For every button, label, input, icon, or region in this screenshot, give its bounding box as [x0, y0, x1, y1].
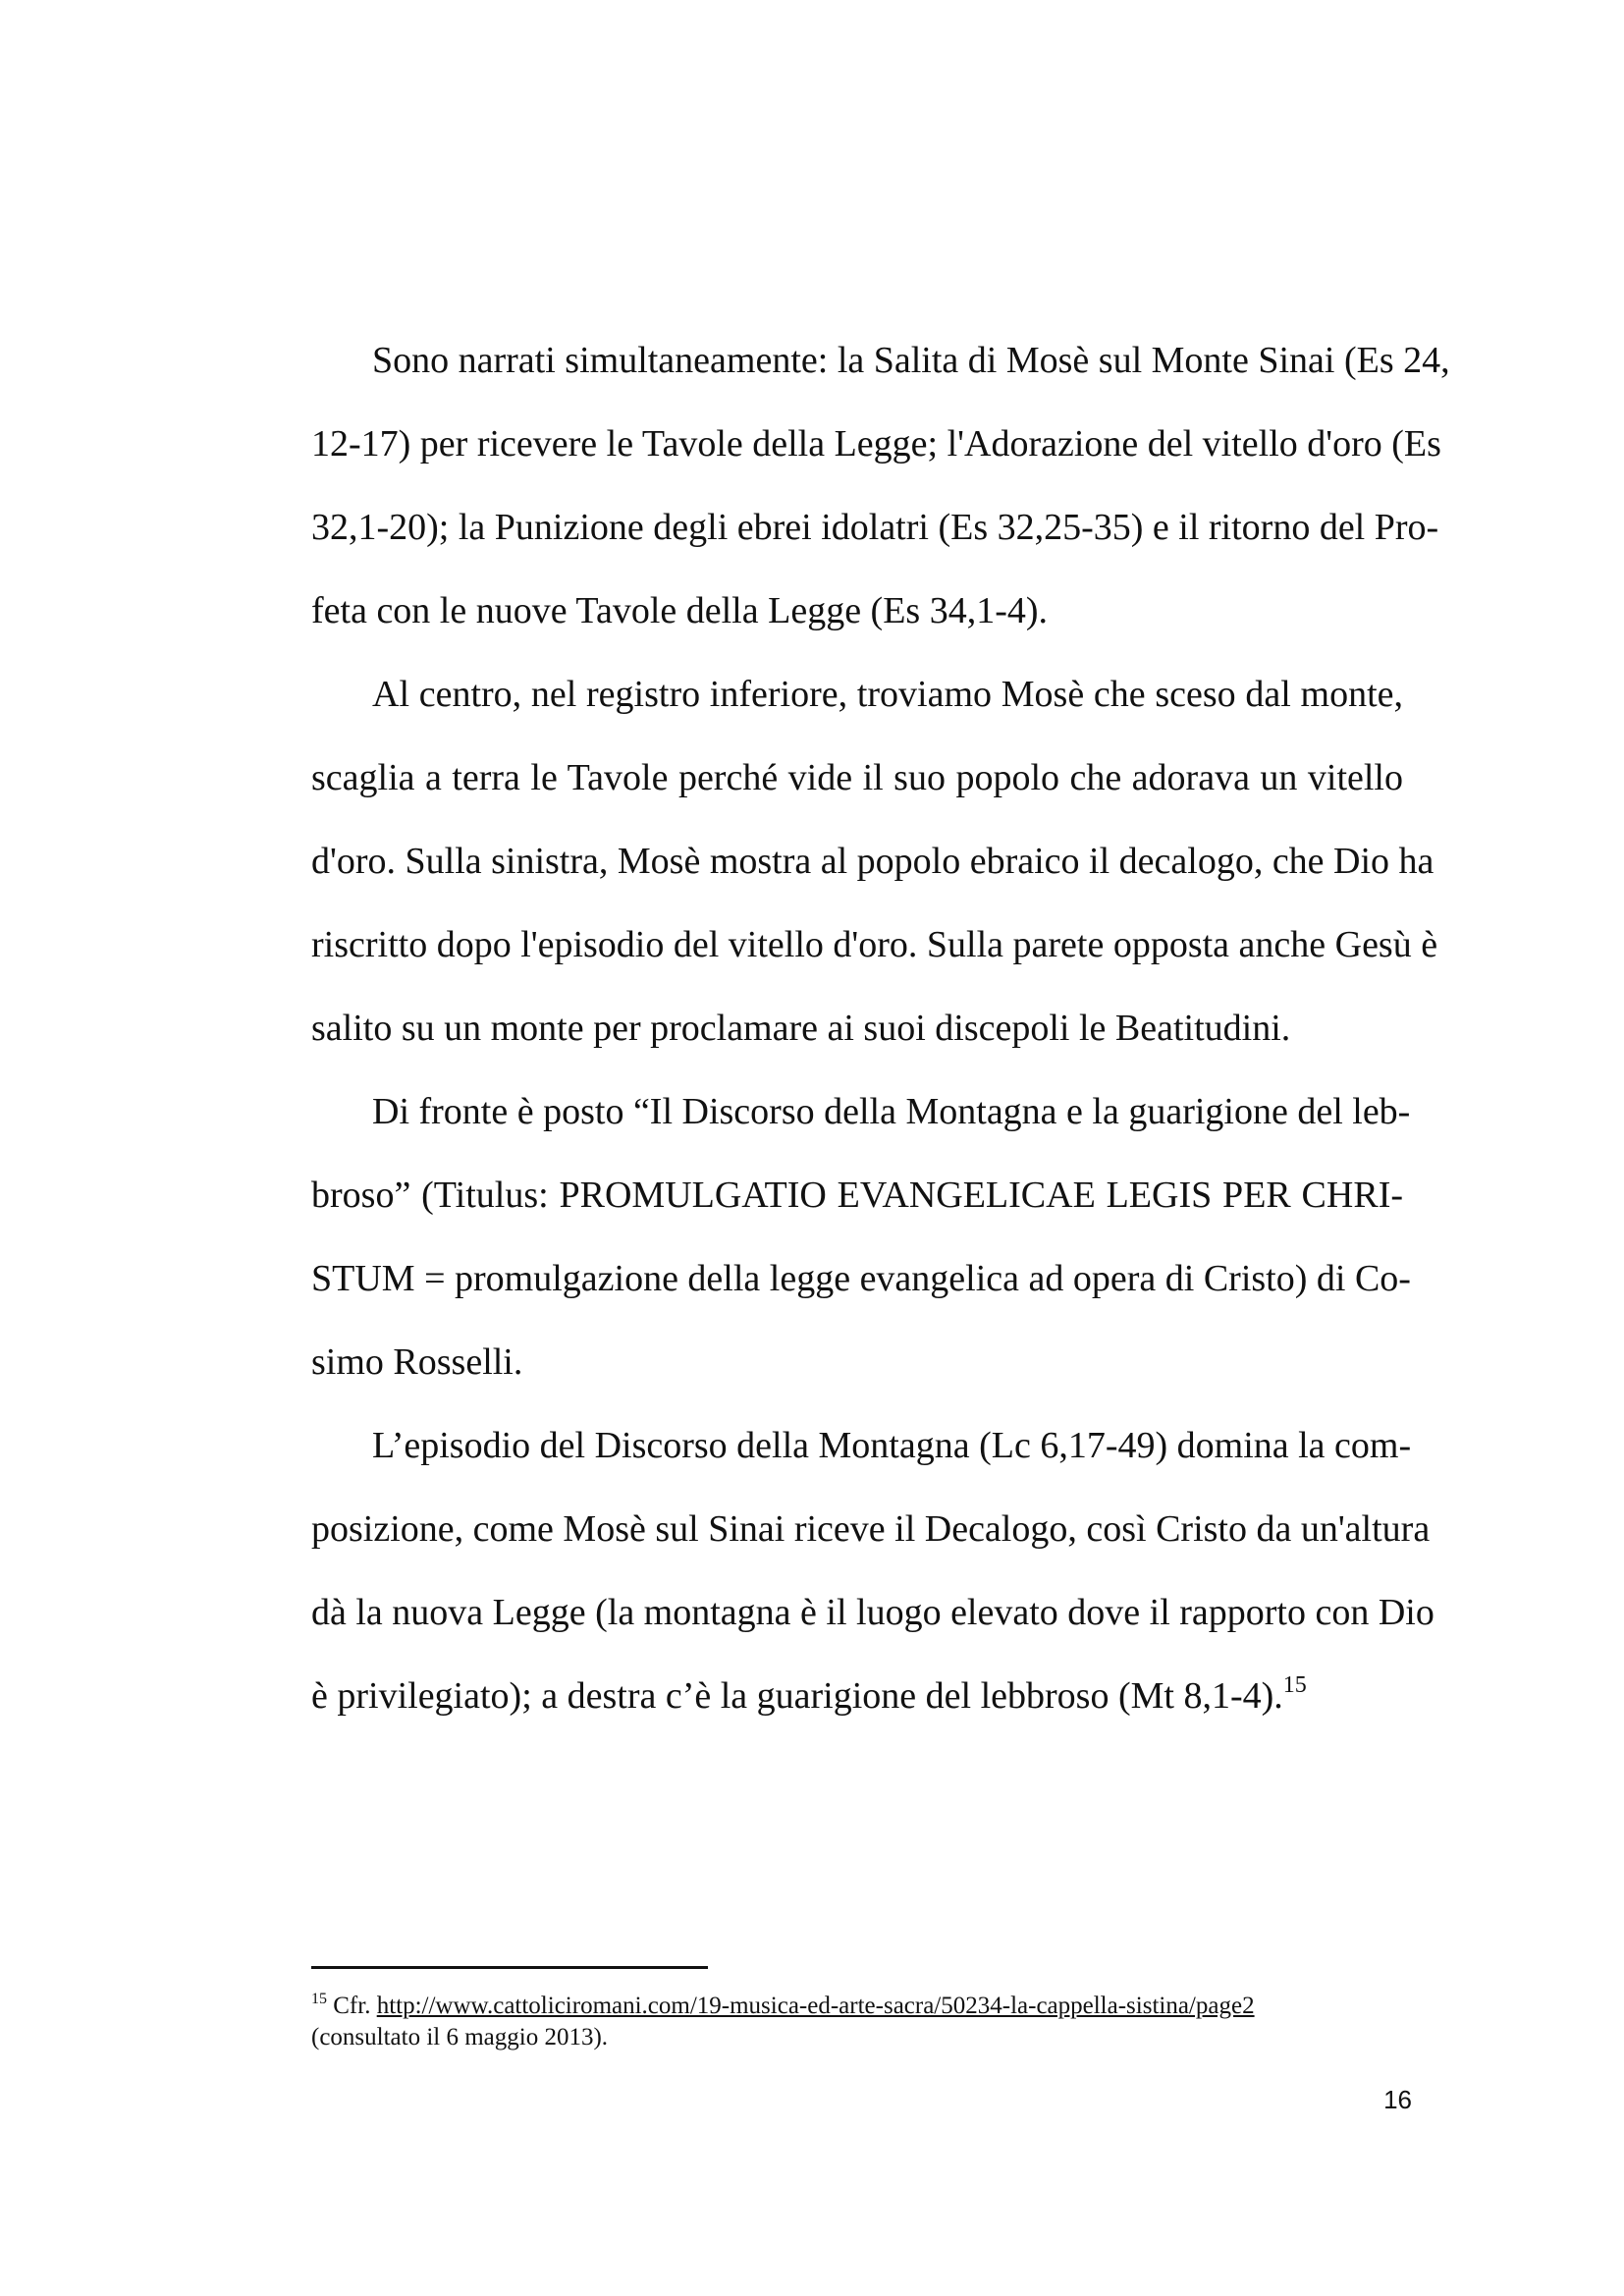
text-line: Al centro, nel registro inferiore, troviamo Mosè che sceso dal monte,: [372, 674, 1403, 715]
text-line: Sono narrati simultaneamente: la Salita di Mosè sul Monte Sinai (Es 24,: [372, 340, 1450, 381]
text-line: posizione, come Mosè sul Sinai riceve il Decalogo, così Cristo da un'altura: [311, 1508, 1431, 1550]
page-number: 16: [1383, 2085, 1412, 2114]
paragraph-3: [311, 1070, 1411, 1404]
footnote-number: 15: [311, 1991, 327, 2007]
text-line: feta con le nuove Tavole della Legge (Es 34,1-4).: [311, 590, 1049, 631]
paragraph-4: [311, 1404, 1435, 1738]
body-text: [311, 319, 1450, 1738]
text-line: riscritto dopo l'episodio del vitello d'oro. Sulla parete opposta anche Gesù è: [311, 924, 1438, 965]
footnote: [311, 1991, 1403, 2053]
text-line: 12-17) per ricevere le Tavole della Legge; l'Adorazione del vitello d'oro (Es: [311, 423, 1441, 465]
text-line: Di fronte è posto “Il Discorso della Montagna e la guarigione del leb-: [372, 1091, 1411, 1132]
text-line: salito su un monte per proclamare ai suoi discepoli le Beatitudini.: [311, 1008, 1291, 1049]
text-line: 32,1-20); la Punizione degli ebrei idolatri (Es 32,25-35) e il ritorno del Pro-: [311, 507, 1439, 548]
text-line: d'oro. Sulla sinistra, Mosè mostra al popolo ebraico il decalogo, che Dio ha: [311, 841, 1435, 882]
footnote-line-1: [311, 1991, 1403, 2022]
footnote-prefix: Cfr.: [333, 1993, 371, 2019]
text-line: dà la nuova Legge (la montagna è il luogo elevato dove il rapporto con Dio: [311, 1592, 1435, 1633]
footnote-reference[interactable]: 15: [1282, 1672, 1307, 1698]
footnote-note: (consultato il 6 maggio 2013).: [311, 2024, 609, 2050]
paragraph-1: [311, 319, 1450, 653]
footnote-separator: [311, 1966, 708, 1969]
text-line: L’episodio del Discorso della Montagna (Lc 6,17-49) domina la com-: [372, 1425, 1412, 1466]
text-line: simo Rosselli.: [311, 1341, 523, 1383]
text-line: scaglia a terra le Tavole perché vide il suo popolo che adorava un vitello: [311, 757, 1403, 798]
paragraph-2: [311, 653, 1438, 1070]
text-line: [311, 1655, 1403, 1738]
text-line-content: è privilegiato); a destra c’è la guarigione del lebbroso (Mt 8,1-4).: [311, 1675, 1283, 1717]
text-line: broso” (Titulus: PROMULGATIO EVANGELICAE LEGIS PER CHRI-: [311, 1175, 1403, 1216]
footnote-link[interactable]: http://www.cattoliciromani.com/19-musica-ed-arte-sacra/50234-la-cappella-sistina/page2: [376, 1993, 1255, 2019]
text-line: STUM = promulgazione della legge evangelica ad opera di Cristo) di Co-: [311, 1258, 1411, 1299]
